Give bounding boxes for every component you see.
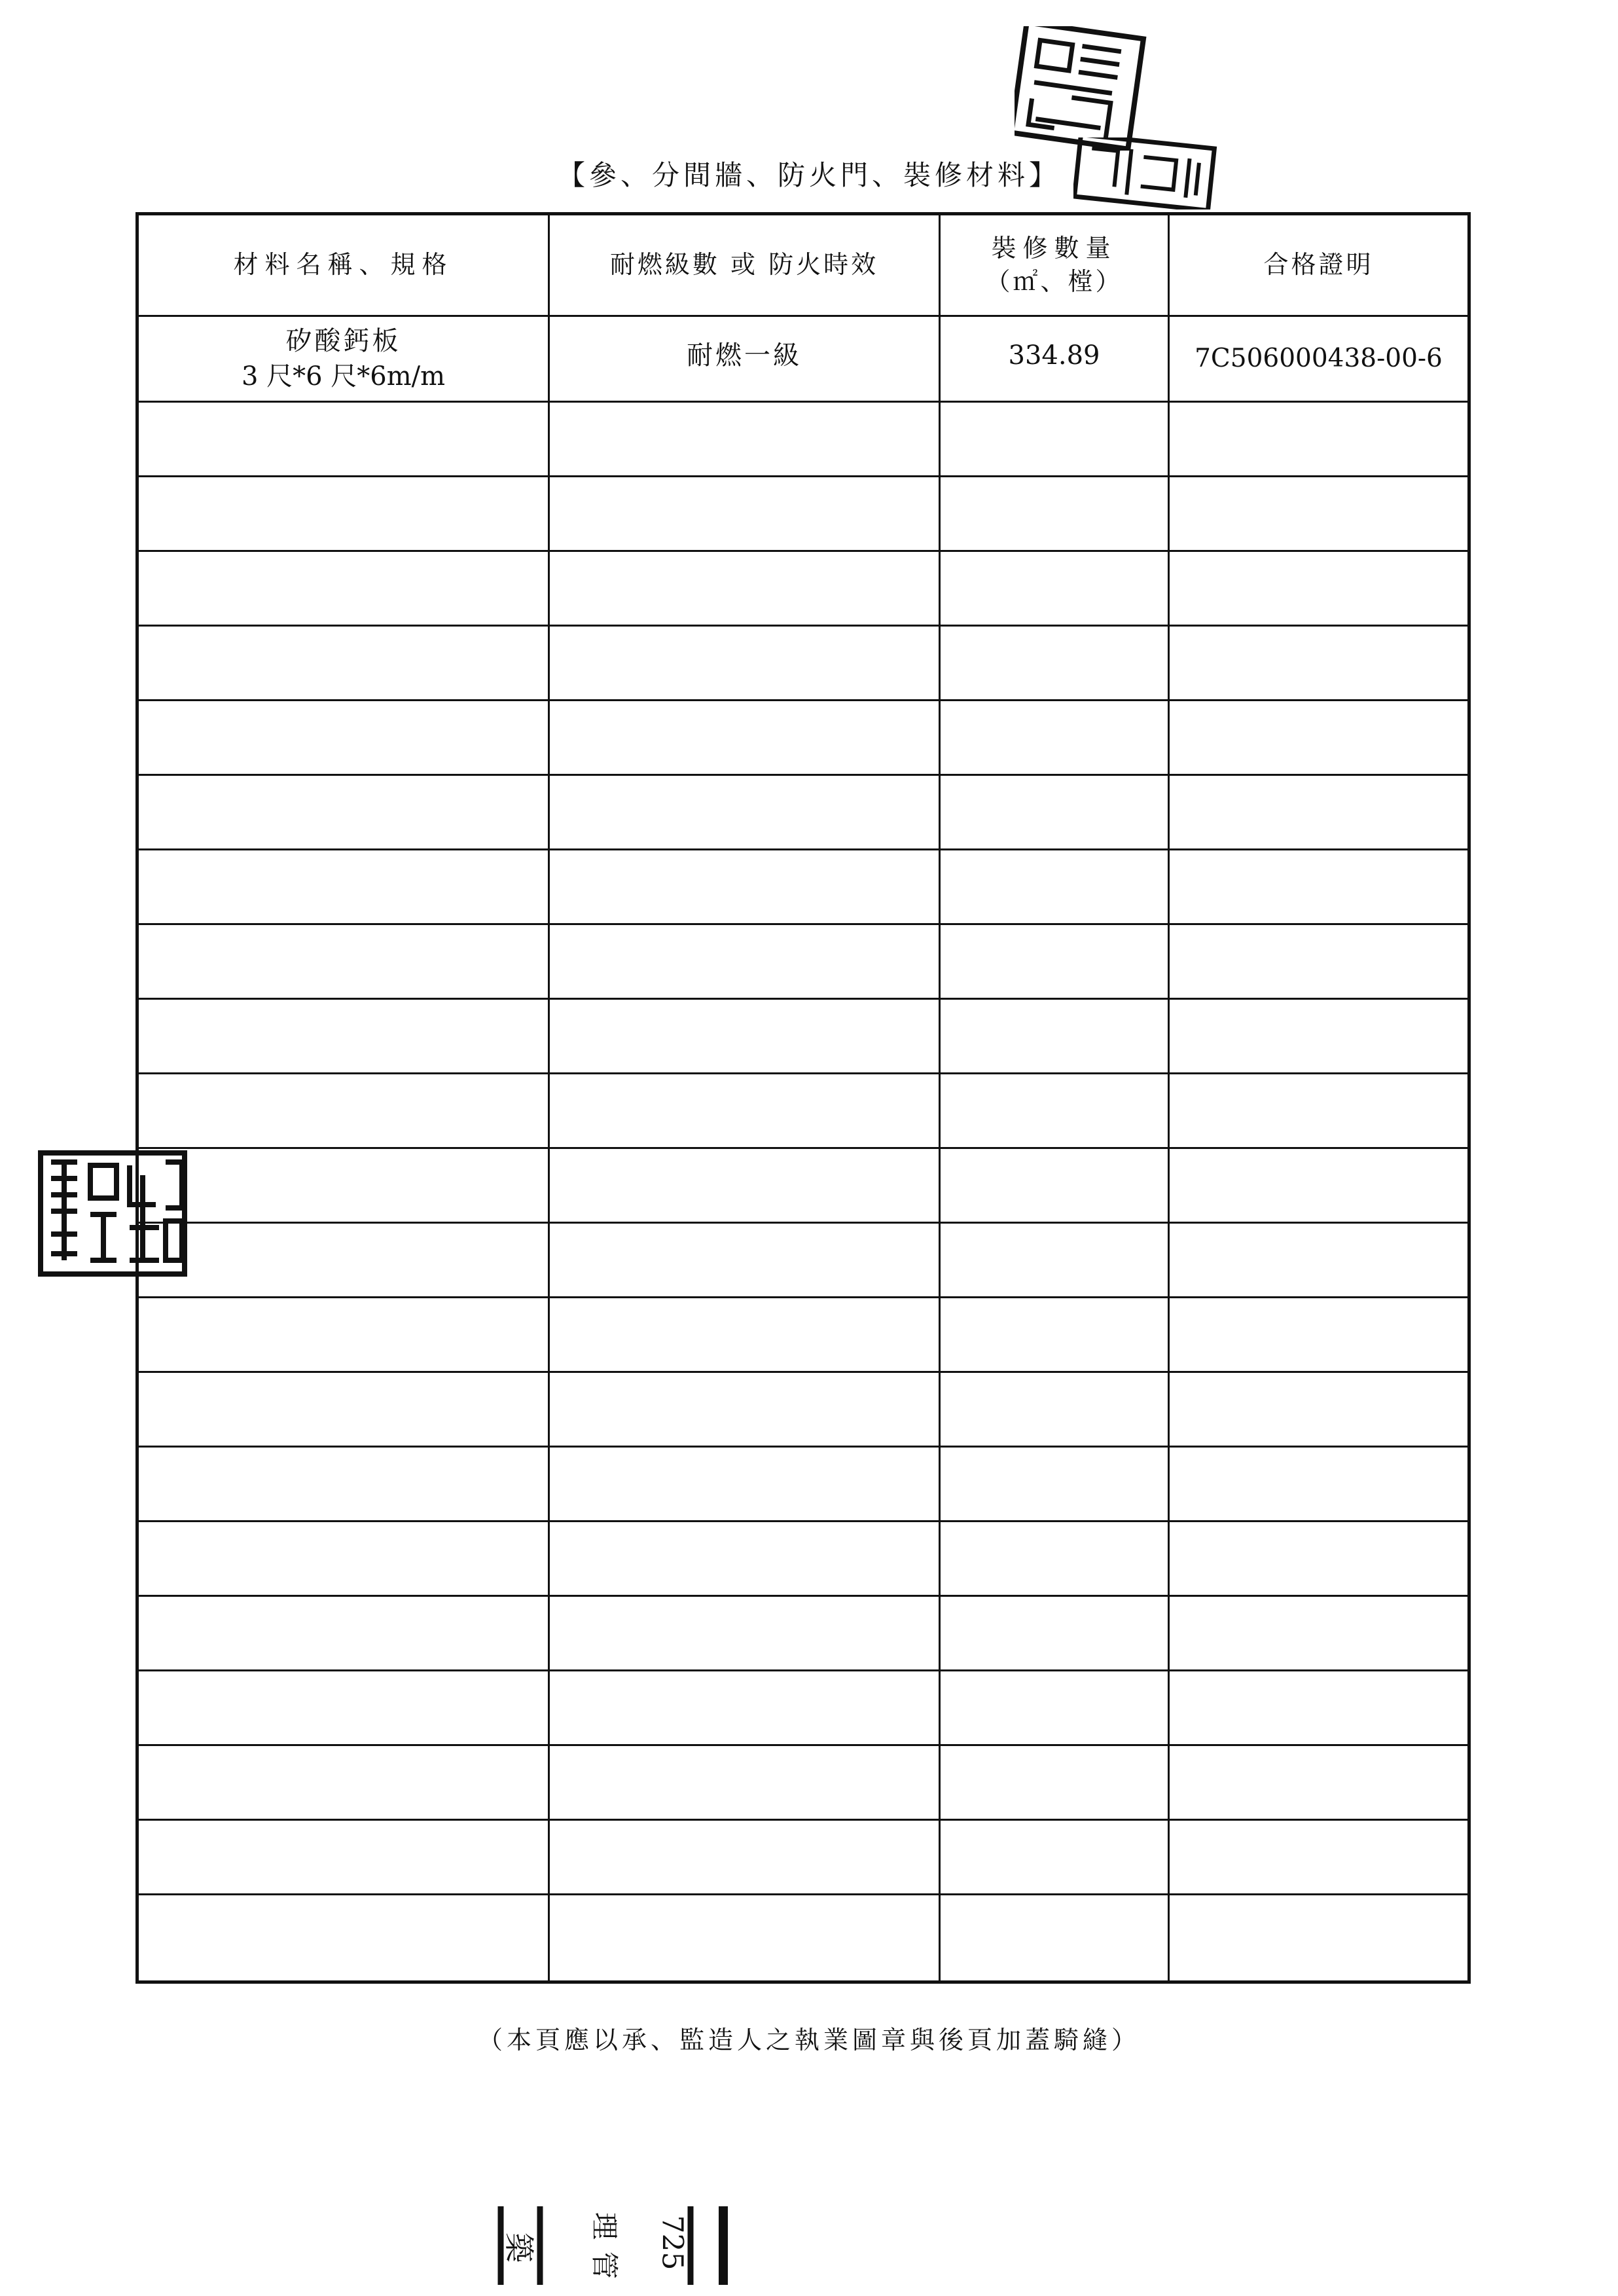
- materials-table: [135, 212, 1471, 1984]
- row-divider: [139, 475, 1467, 477]
- row-divider: [139, 1595, 1467, 1597]
- row-divider: [139, 1893, 1467, 1895]
- column-divider: [1168, 215, 1170, 1980]
- top-seal-stamp: [1015, 26, 1211, 151]
- row-divider: [139, 1296, 1467, 1298]
- material-name: 矽酸鈣板: [285, 326, 401, 356]
- header-quantity-unit: （㎡、樘）: [985, 267, 1123, 296]
- footnote: （本頁應以承、監造人之執業圖章與後頁加蓋騎縫）: [477, 2026, 1140, 2054]
- row-material: [139, 317, 548, 401]
- row-fire-rating: 耐燃一級: [687, 340, 802, 371]
- row-divider: [139, 1819, 1467, 1821]
- row-divider: [139, 550, 1467, 552]
- row-divider: [139, 401, 1467, 403]
- row-quantity: 334.89: [1008, 340, 1100, 371]
- bottom-stamp-text-1: 築: [501, 2232, 537, 2263]
- row-certificate: 7C506000438-00-6: [1195, 343, 1443, 373]
- header-material: 材料名稱、規格: [233, 250, 454, 280]
- row-divider: [139, 998, 1467, 1000]
- row-divider: [139, 1147, 1467, 1149]
- bottom-stamp-text-3: 理: [588, 2212, 621, 2240]
- bottom-stamp-text-2: 管: [588, 2251, 621, 2280]
- header-fire-rating: 耐燃級數 或 防火時效: [609, 250, 879, 280]
- row-divider: [139, 1072, 1467, 1074]
- header-quantity: [941, 215, 1168, 315]
- header-quantity-label: 裝修數量: [991, 233, 1117, 263]
- column-divider: [548, 215, 550, 1980]
- bottom-stamp-text-4: 725: [655, 2215, 689, 2270]
- row-divider: [139, 923, 1467, 925]
- row-divider: [139, 1744, 1467, 1746]
- row-divider: [139, 1669, 1467, 1671]
- side-seal-stamp: [38, 1149, 189, 1280]
- row-divider: [139, 625, 1467, 627]
- row-divider: [139, 848, 1467, 850]
- row-divider: [139, 1222, 1467, 1224]
- row-divider: [139, 774, 1467, 776]
- row-divider: [139, 1371, 1467, 1373]
- material-spec: 3 尺*6 尺*6m/m: [241, 361, 446, 392]
- row-divider: [139, 1446, 1467, 1448]
- bottom-stamp: [494, 2200, 743, 2291]
- row-divider: [139, 699, 1467, 701]
- column-divider: [939, 215, 941, 1980]
- row-divider: [139, 1520, 1467, 1522]
- header-certificate: 合格證明: [1263, 250, 1374, 280]
- section-title: 【參、分間牆、防火門、裝修材料】: [557, 159, 1060, 191]
